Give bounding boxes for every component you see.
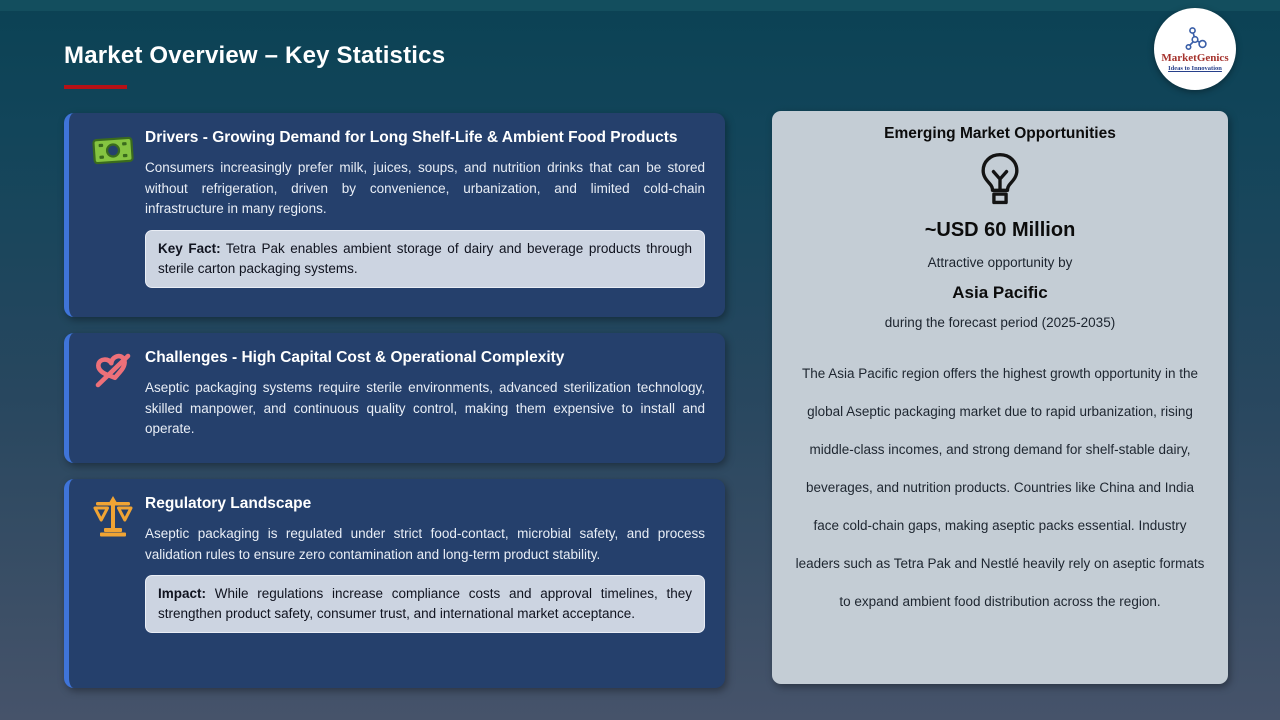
- top-accent-band: [0, 0, 1280, 11]
- callout-label: Impact:: [158, 586, 207, 601]
- key-fact-callout: [145, 230, 705, 288]
- lightbulb-icon-wrap: [790, 151, 1210, 209]
- molecule-icon: [1180, 26, 1210, 52]
- card-body: Consumers increasingly prefer milk, juices, soups, and nutrition drinks that can be stored without refrigeration, driven by convenience, urbanization, and limited cold-chain infrastructure in many regions.: [145, 160, 705, 216]
- opportunity-panel: [772, 111, 1228, 684]
- callout-text: Tetra Pak enables ambient storage of dairy and beverage products through sterile carton packaging systems.: [158, 240, 692, 276]
- callout-text: While regulations increase compliance costs and approval timelines, they strengthen product safety, consumer trust, and international market acceptance.: [158, 586, 692, 621]
- banknote-icon: [91, 129, 135, 171]
- panel-title: Emerging Market Opportunities: [884, 125, 1116, 142]
- scales-icon: [91, 495, 135, 537]
- logo: [1154, 8, 1236, 90]
- impact-callout: [145, 575, 705, 633]
- card-body: Aseptic packaging systems require sterile environments, advanced sterilization technology, skilled manpower, and continuous quality control, making them expensive to install and operate.: [145, 380, 705, 436]
- lightbulb-icon: [974, 151, 1026, 209]
- logo-name: MarketGenics: [1161, 52, 1229, 64]
- title-underline: [64, 85, 127, 89]
- card-drivers: [64, 113, 725, 317]
- callout-label: Key Fact:: [158, 240, 221, 256]
- card-title: Drivers - Growing Demand for Long Shelf-Life & Ambient Food Products: [145, 129, 678, 146]
- heart-slash-icon: [91, 349, 135, 391]
- opportunity-region: Asia Pacific: [952, 283, 1048, 302]
- card-regulatory: [64, 479, 725, 688]
- opportunity-description: The Asia Pacific region offers the highest growth opportunity in the global Aseptic packaging market due to rapid urbanization, rising middle-class incomes, and strong demand for shelf-stable dairy, beverages, and nutrition products. Countries like China and India face cold-chain gaps, making aseptic packs essential. Industry leaders such as Tetra Pak and Nestlé heavily rely on aseptic formats to expand ambient food distribution across the region.: [795, 366, 1205, 609]
- page-title: Market Overview – Key Statistics: [64, 42, 446, 69]
- card-title: Regulatory Landscape: [145, 495, 312, 512]
- opportunity-value: ~USD 60 Million: [924, 219, 1076, 241]
- logo-tagline: Ideas to Innovation: [1168, 65, 1222, 72]
- card-challenges: [64, 333, 725, 463]
- opportunity-period: during the forecast period (2025-2035): [884, 315, 1116, 330]
- card-title: Challenges - High Capital Cost & Operational Complexity: [145, 349, 565, 366]
- card-body: Aseptic packaging is regulated under strict food-contact, microbial safety, and process validation rules to ensure zero contamination and long-term product stability.: [145, 526, 705, 562]
- opportunity-subtitle: Attractive opportunity by: [927, 255, 1073, 270]
